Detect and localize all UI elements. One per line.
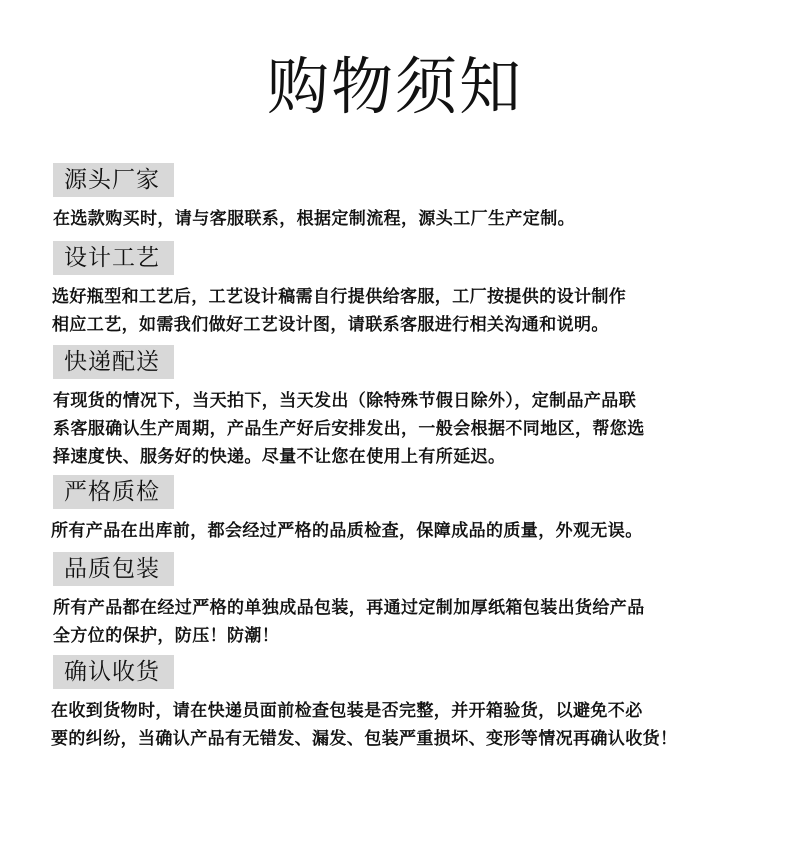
body-line: 有现货的情况下，当天拍下，当天发出（除特殊节假日除外），定制品产品联 — [53, 391, 637, 411]
body-line: 相应工艺，如需我们做好工艺设计图，请联系客服进行相关沟通和说明。 — [52, 315, 609, 335]
section-body — [53, 594, 773, 650]
section-heading: 品质包装 — [53, 552, 174, 586]
body-line: 在选款购买时，请与客服联系，根据定制流程，源头工厂生产定制。 — [53, 209, 575, 229]
body-line: 所有产品在出库前，都会经过严格的品质检查，保障成品的质量，外观无误。 — [51, 521, 643, 541]
section-heading: 源头厂家 — [53, 163, 174, 197]
section-body — [53, 387, 773, 471]
section-heading: 严格质检 — [53, 475, 174, 509]
body-line: 全方位的保护，防压！防潮！ — [53, 626, 280, 646]
section-body — [53, 205, 773, 233]
body-line: 在收到货物时，请在快递员面前检查包装是否完整，并开箱验货，以避免不必 — [51, 701, 643, 721]
section-body — [51, 517, 771, 545]
body-line: 选好瓶型和工艺后，工艺设计稿需自行提供给客服，工厂按提供的设计制作 — [52, 287, 627, 307]
page-title: 购物须知 — [266, 50, 523, 123]
section-body — [51, 697, 771, 753]
body-line: 所有产品都在经过严格的单独成品包装，再通过定制加厚纸箱包装出货给产品 — [53, 598, 645, 618]
body-line: 择速度快、服务好的快递。尽量不让您在使用上有所延迟。 — [53, 447, 506, 467]
body-line: 系客服确认生产周期，产品生产好后安排发出，一般会根据不同地区，帮您选 — [53, 419, 645, 439]
section-heading: 设计工艺 — [53, 241, 174, 275]
body-line: 要的纠纷，当确认产品有无错发、漏发、包装严重损坏、变形等情况再确认收货！ — [51, 729, 678, 749]
section-heading: 快递配送 — [53, 345, 174, 379]
section-heading: 确认收货 — [53, 655, 174, 689]
section-body — [52, 283, 772, 339]
